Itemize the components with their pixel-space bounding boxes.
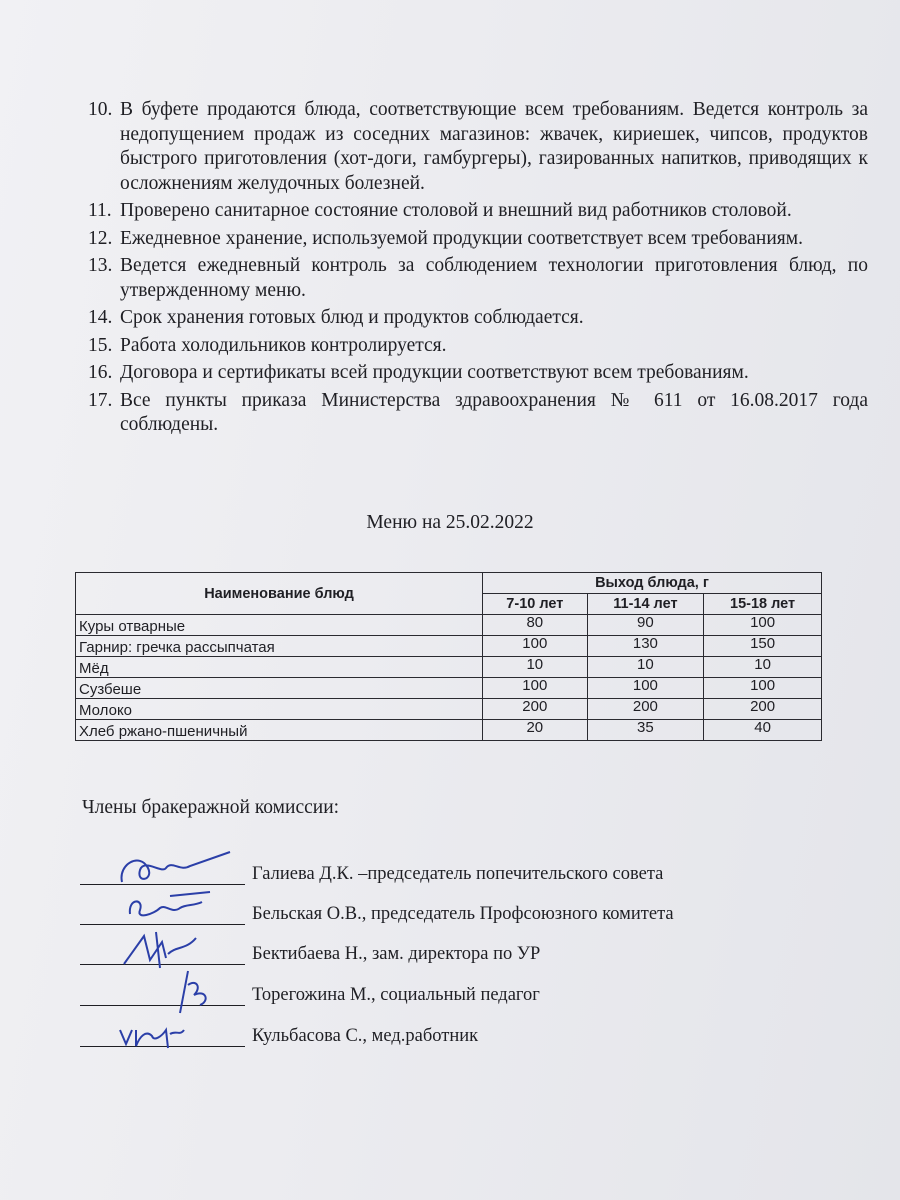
signature-row xyxy=(80,1020,840,1054)
table-row xyxy=(76,678,822,699)
report-item: 17. Все пункты приказа Министерства здравоохранения № 611 от 16.08.2017 года соблюдены. xyxy=(88,389,868,435)
member-name: Галиева Д.К. –председатель попечительского совета xyxy=(252,864,664,884)
column-header-output: Выход блюда, г xyxy=(483,573,822,594)
dish-output-value: 20 xyxy=(483,720,588,741)
dish-name: Гарнир: гречка рассыпчатая xyxy=(76,636,483,657)
table-row xyxy=(76,699,822,720)
dish-output-value: 100 xyxy=(483,678,588,699)
dish-name: Хлеб ржано-пшеничный xyxy=(76,720,483,741)
dish-output-value: 150 xyxy=(704,636,822,657)
dish-output-value: 10 xyxy=(704,657,822,678)
dish-output-value: 130 xyxy=(587,636,704,657)
report-items-list xyxy=(88,98,868,441)
dish-output-value: 100 xyxy=(704,615,822,636)
column-header-dish-name: Наименование блюд xyxy=(76,573,483,615)
member-name: Кульбасова С., мед.работник xyxy=(252,1026,479,1046)
dish-output-value: 200 xyxy=(704,699,822,720)
table-row xyxy=(76,615,822,636)
menu-title: Меню на 25.02.2022 xyxy=(366,512,534,533)
dish-name: Куры отварные xyxy=(76,615,483,636)
dish-output-value: 10 xyxy=(587,657,704,678)
commission-title: Члены бракеражной комиссии: xyxy=(82,797,340,818)
member-name: Бектибаева Н., зам. директора по УР xyxy=(252,944,541,964)
report-item: 14. Срок хранения готовых блюд и продуктов соблюдается. xyxy=(88,307,584,328)
report-item: 15. Работа холодильников контролируется. xyxy=(88,334,447,356)
table-row xyxy=(76,636,822,657)
report-item: 11. Проверено санитарное состояние столовой и внешний вид работников столовой. xyxy=(88,200,792,221)
report-item: 10. В буфете продаются блюда, соответствующие всем требованиям. Ведется контроль за недопущением продаж из соседних магазинов: жвачек, кириешек, чипсов, продуктов быстрого приготовления (хот-доги, гамбургеры), газированных напитков, приводящих к осложнениям желудочных болезней. xyxy=(88,99,868,194)
dish-output-value: 35 xyxy=(587,720,704,741)
dish-output-value: 200 xyxy=(587,699,704,720)
member-name: Торегожина М., социальный педагог xyxy=(252,985,540,1005)
column-header-age-15-18: 15-18 лет xyxy=(704,594,822,615)
dish-output-value: 100 xyxy=(483,636,588,657)
report-item: 13. Ведется ежедневный контроль за соблюдением технологии приготовления блюд, по утвержденному меню. xyxy=(88,255,868,301)
menu-table xyxy=(75,572,822,741)
table-row xyxy=(76,720,822,741)
dish-output-value: 200 xyxy=(483,699,588,720)
table-row xyxy=(76,657,822,678)
dish-name: Мёд xyxy=(76,657,483,678)
dish-name: Молоко xyxy=(76,699,483,720)
dish-output-value: 10 xyxy=(483,657,588,678)
column-header-age-7-10: 7-10 лет xyxy=(483,594,588,615)
dish-output-value: 100 xyxy=(587,678,704,699)
dish-output-value: 80 xyxy=(483,615,588,636)
dish-output-value: 90 xyxy=(587,615,704,636)
member-name: Бельская О.В., председатель Профсоюзного комитета xyxy=(252,904,674,924)
dish-output-value: 100 xyxy=(704,678,822,699)
report-item: 12. Ежедневное хранение, используемой продукции соответствует всем требованиям. xyxy=(88,227,803,249)
report-item: 16. Договора и сертификаты всей продукции соответствуют всем требованиям. xyxy=(88,362,749,383)
dish-output-value: 40 xyxy=(704,720,822,741)
column-header-age-11-14: 11-14 лет xyxy=(587,594,704,615)
dish-name: Сузбеше xyxy=(76,678,483,699)
